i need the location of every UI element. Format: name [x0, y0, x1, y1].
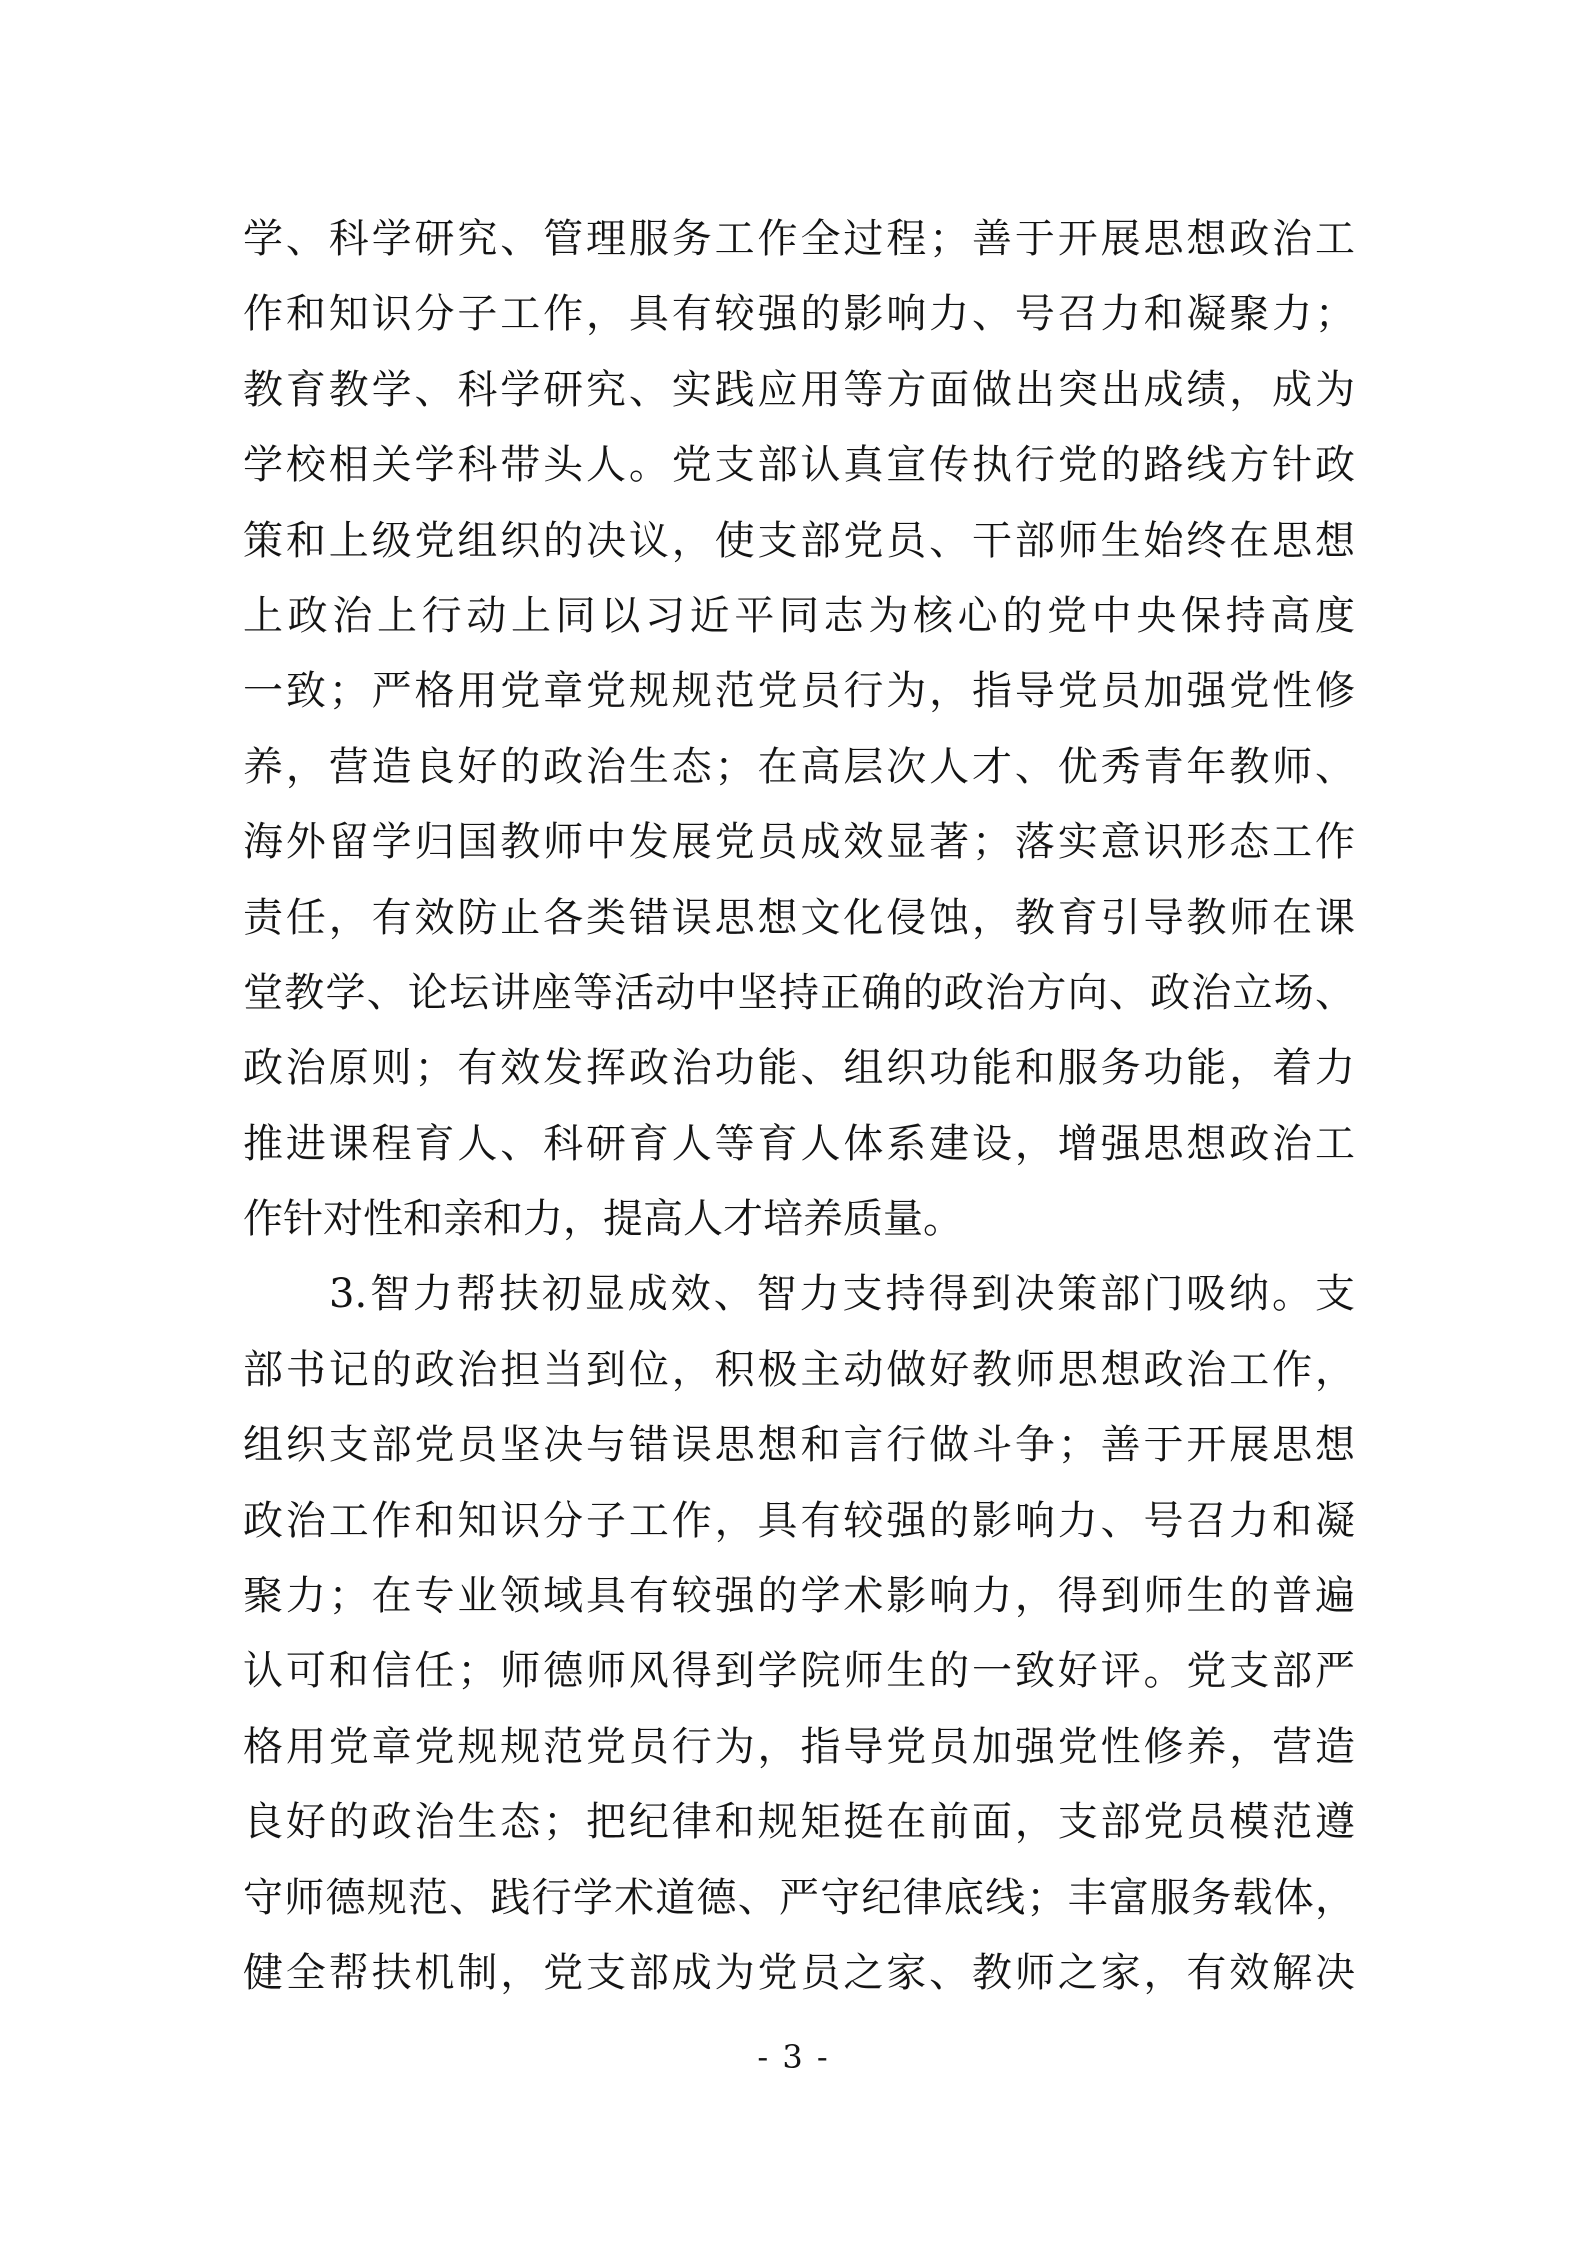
text-line: 组织支部党员坚决与错误思想和言行做斗争；善于开展思想 — [243, 1422, 1355, 1469]
text-line: 学、科学研究、管理服务工作全过程；善于开展思想政治工 — [243, 216, 1355, 262]
text-line: 认可和信任；师德师风得到学院师生的一致好评。党支部严 — [243, 1648, 1355, 1695]
text-line: 聚力；在专业领域具有较强的学术影响力，得到师生的普遍 — [243, 1573, 1355, 1620]
text-line: 教育教学、科学研究、实践应用等方面做出突出成绩，成为 — [243, 366, 1355, 413]
text-line-paragraph-start: 3.智力帮扶初显成效、智力支持得到决策部门吸纳。支 — [329, 1271, 1355, 1318]
text-line-paragraph-end: 作针对性和亲和力，提高人才培养质量。 — [243, 1196, 963, 1243]
text-line: 学校相关学科带头人。党支部认真宣传执行党的路线方针政 — [243, 442, 1355, 489]
text-line: 政治原则；有效发挥政治功能、组织功能和服务功能，着力 — [243, 1045, 1355, 1092]
page-number: - 3 - — [757, 2038, 830, 2076]
text-line: 良好的政治生态；把纪律和规矩挺在前面，支部党员模范遵 — [243, 1799, 1355, 1846]
text-line: 政治工作和知识分子工作，具有较强的影响力、号召力和凝 — [243, 1497, 1355, 1544]
text-line: 海外留学归国教师中发展党员成效显著；落实意识形态工作 — [243, 819, 1355, 866]
text-line: 养，营造良好的政治生态；在高层次人才、优秀青年教师、 — [243, 743, 1355, 790]
text-line: 守师德规范、践行学术道德、严守纪律底线；丰富服务载体， — [243, 1874, 1355, 1921]
text-line: 一致；严格用党章党规规范党员行为，指导党员加强党性修 — [243, 668, 1355, 715]
text-line: 健全帮扶机制，党支部成为党员之家、教师之家，有效解决 — [243, 1949, 1355, 1996]
text-line: 责任，有效防止各类错误思想文化侵蚀，教育引导教师在课 — [243, 894, 1355, 941]
text-line: 推进课程育人、科研育人等育人体系建设，增强思想政治工 — [243, 1120, 1355, 1167]
document-body-text — [243, 202, 1355, 2011]
text-line: 上政治上行动上同以习近平同志为核心的党中央保持高度 — [243, 592, 1355, 639]
text-line: 策和上级党组织的决议，使支部党员、干部师生始终在思想 — [243, 517, 1355, 564]
text-line: 部书记的政治担当到位，积极主动做好教师思想政治工作， — [243, 1346, 1355, 1393]
text-line: 格用党章党规规范党员行为，指导党员加强党性修养，营造 — [243, 1723, 1355, 1770]
text-line: 作和知识分子工作，具有较强的影响力、号召力和凝聚力； — [243, 291, 1355, 338]
text-line: 堂教学、论坛讲座等活动中坚持正确的政治方向、政治立场、 — [243, 969, 1355, 1016]
